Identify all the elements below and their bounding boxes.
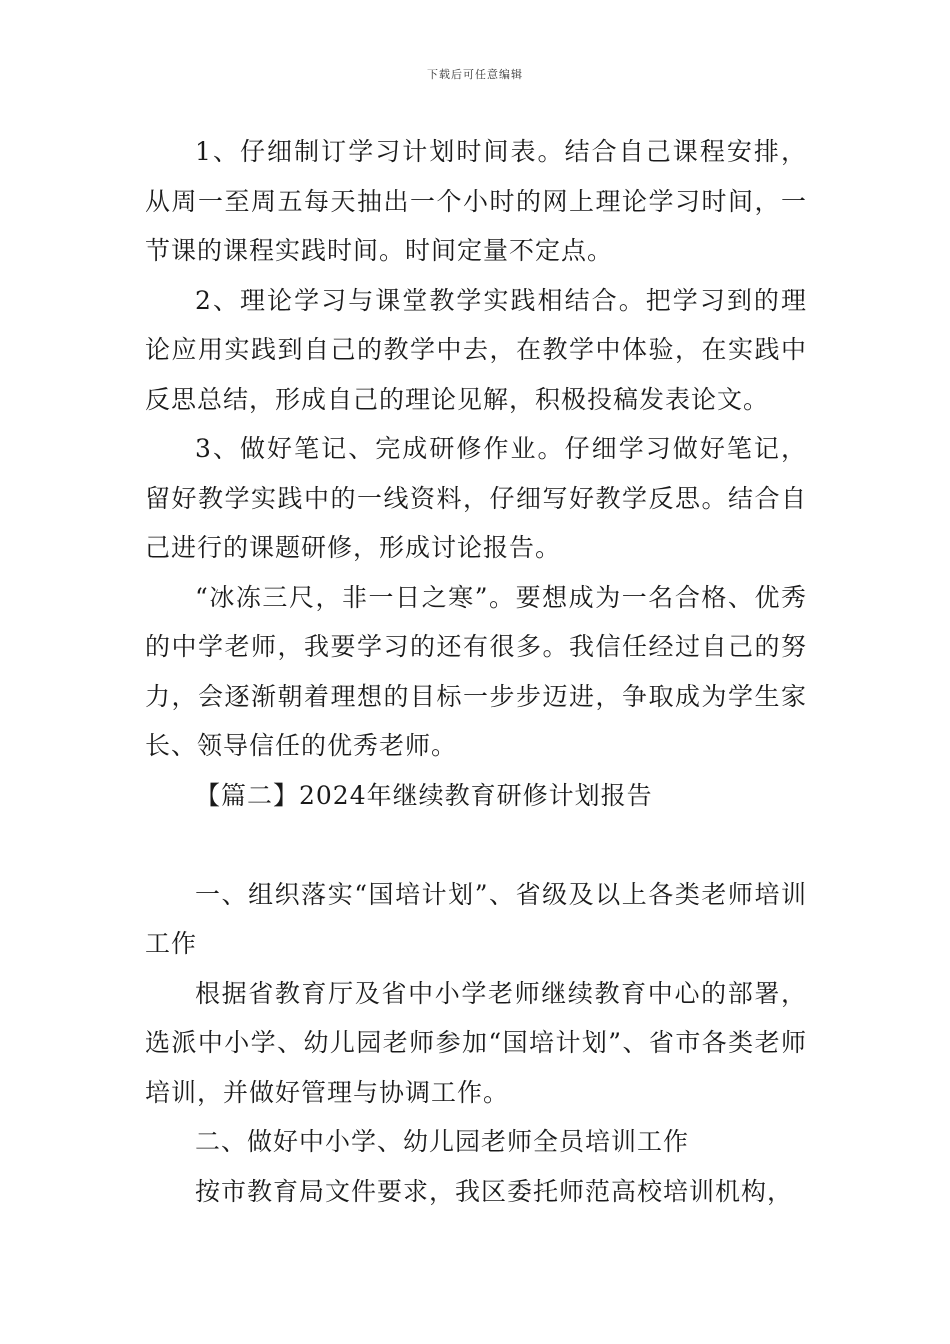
paragraph-notes-homework: 3、做好笔记、完成研修作业。仔细学习做好笔记，留好教学实践中的一线资料，仔细写好教学反思。结合自己进行的课题研修，形成讨论报告。 <box>145 434 807 562</box>
paragraph-item-one-body: 根据省教育厅及省中小学老师继续教育中心的部署，选派中小学、幼儿园老师参加“国培计划”、省市各类老师培训，并做好管理与协调工作。 <box>145 978 807 1107</box>
paragraph-item-two-body: 按市教育局文件要求，我区委托师范高校培训机构， <box>195 1176 794 1206</box>
page-header: 下载后可任意编辑 <box>427 68 523 81</box>
paragraph-theory-practice: 2、理论学习与课堂教学实践相结合。把学习到的理论应用实践到自己的教学中去，在教学中体验，在实践中反思总结，形成自己的理论见解，积极投稿发表论文。 <box>145 285 807 414</box>
document-body <box>145 127 807 1216</box>
section-title: 【篇二】2024年继续教育研修计划报告 <box>195 780 653 810</box>
paragraph-conclusion: “冰冻三尺，非一日之寒”。要想成为一名合格、优秀的中学老师，我要学习的还有很多。我信任经过自己的努力，会逐渐朝着理想的目标一步步迈进，争取成为学生家长、领导信任的优秀老师。 <box>145 582 807 760</box>
heading-item-one: 一、组织落实“国培计划”、省级及以上各类老师培训工作 <box>145 879 807 958</box>
heading-item-two: 二、做好中小学、幼儿园老师全员培训工作 <box>195 1127 690 1156</box>
paragraph-plan-schedule: 1、仔细制订学习计划时间表。结合自己课程安排，从周一至周五每天抽出一个小时的网上理论学习时间，一节课的课程实践时间。时间定量不定点。 <box>145 137 807 265</box>
